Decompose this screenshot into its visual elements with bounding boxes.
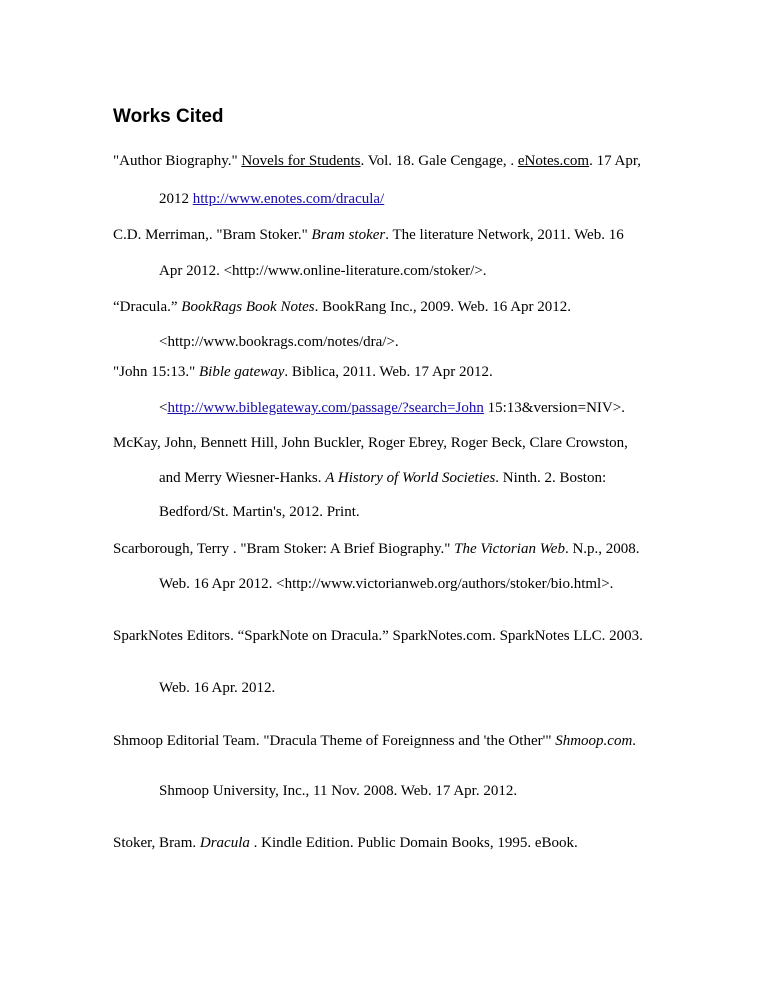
- citation-line: Bedford/St. Martin's, 2012. Print.: [159, 504, 360, 520]
- source-title: BookRags Book Notes: [181, 299, 315, 315]
- citation-line: "Author Biography." Novels for Students. Vol. 18. Gale Cengage, . eNotes.com. 17 Apr,: [113, 153, 641, 169]
- citation-line: SparkNotes Editors. “SparkNote on Dracula.” SparkNotes.com. SparkNotes LLC. 2003.: [113, 628, 643, 644]
- citation-line: Web. 16 Apr 2012. <http://www.victorianweb.org/authors/stoker/bio.html>.: [159, 576, 614, 592]
- source-title: Bible gateway: [199, 364, 285, 380]
- citation-line: “Dracula.” BookRags Book Notes. BookRang Inc., 2009. Web. 16 Apr 2012.: [113, 299, 572, 315]
- source-title: Dracula: [199, 835, 250, 851]
- citation-line: Shmoop Editorial Team. "Dracula Theme of Foreignness and 'the Other'" Shmoop.com.: [113, 733, 637, 749]
- url-link[interactable]: http://www.enotes.com/dracula/: [192, 191, 385, 207]
- source-title: Novels for Students: [241, 153, 361, 169]
- citation-line: "John 15:13." Bible gateway. Biblica, 2011. Web. 17 Apr 2012.: [113, 364, 493, 380]
- citation-line: and Merry Wiesner-Hanks. A History of World Societies. Ninth. 2. Boston:: [159, 470, 607, 486]
- source-title: Bram stoker: [311, 227, 386, 243]
- citation-line: Web. 16 Apr. 2012.: [159, 680, 276, 696]
- source-title: The Victorian Web: [454, 541, 565, 557]
- citation-line: 2012 http://www.enotes.com/dracula/: [159, 191, 385, 207]
- citation-line: <http://www.biblegateway.com/passage/?search=John 15:13&version=NIV>.: [159, 400, 625, 416]
- citation-line: Shmoop University, Inc., 11 Nov. 2008. Web. 17 Apr. 2012.: [159, 783, 518, 799]
- url-link[interactable]: http://www.biblegateway.com/passage/?search=John: [167, 400, 484, 416]
- citation-line: Scarborough, Terry . "Bram Stoker: A Brief Biography." The Victorian Web. N.p., 2008.: [113, 541, 640, 557]
- source-title: Shmoop.com: [555, 733, 633, 749]
- citation-line: Stoker, Bram. Dracula . Kindle Edition. Public Domain Books, 1995. eBook.: [113, 835, 578, 851]
- citation-line: Apr 2012. <http://www.online-literature.com/stoker/>.: [159, 263, 487, 279]
- citation-line: McKay, John, Bennett Hill, John Buckler, Roger Ebrey, Roger Beck, Clare Crowston,: [113, 435, 628, 451]
- citation-line: C.D. Merriman,. "Bram Stoker." Bram stoker. The literature Network, 2011. Web. 16: [113, 227, 624, 243]
- source-title: A History of World Societies: [325, 470, 496, 486]
- page-title: Works Cited: [113, 106, 224, 127]
- website-link[interactable]: eNotes.com: [517, 153, 590, 169]
- citation-line: <http://www.bookrags.com/notes/dra/>.: [159, 334, 399, 350]
